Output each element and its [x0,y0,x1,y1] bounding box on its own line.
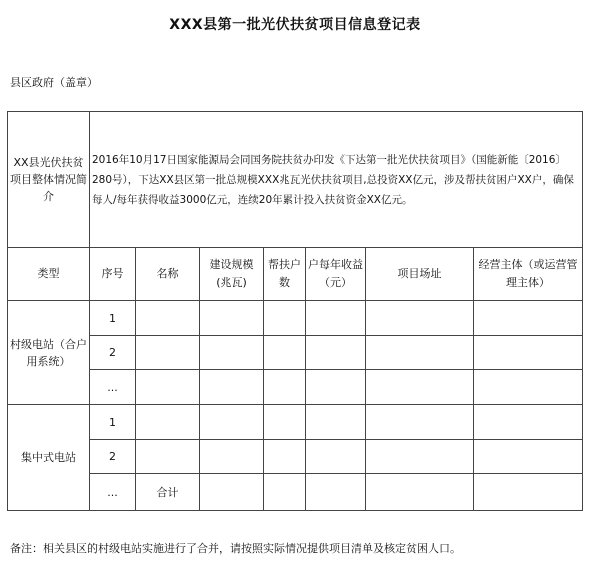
row-operator-cell [474,440,583,474]
row-operator-cell [474,301,583,336]
document-title: XXX县第一批光伏扶贫项目信息登记表 [169,17,421,33]
row-operator-cell [474,336,583,370]
group-type-centralized: 集中式电站 [8,405,90,511]
header-scale: 建设规模(兆瓦) [200,248,264,301]
row-operator-cell [474,405,583,440]
row-scale-cell [200,336,264,370]
row-seq: 1 [90,301,136,336]
row-income-cell [306,474,366,511]
table-row [8,370,583,405]
header-seq: 序号 [90,248,136,301]
row-scale-cell [200,474,264,511]
header-row [8,248,583,301]
row-name [136,370,200,405]
table-row [8,474,583,511]
row-income-cell [306,301,366,336]
row-income-cell [306,405,366,440]
row-households-cell [264,370,306,405]
header-type: 类型 [8,248,90,301]
row-seq: 2 [90,440,136,474]
row-operator-cell [474,370,583,405]
row-seq: ... [90,370,136,405]
row-name [136,336,200,370]
row-seq: ... [90,474,136,511]
row-households-cell [264,440,306,474]
row-scale-cell [200,370,264,405]
table-row [8,301,583,336]
row-scale-cell [200,301,264,336]
row-households-cell [264,405,306,440]
header-site: 项目场址 [366,248,474,301]
row-site-cell [366,370,474,405]
header-operator: 经营主体（或运营管理主体） [474,248,583,301]
row-name [136,405,200,440]
row-site-cell [366,474,474,511]
row-site-cell [366,440,474,474]
row-households-cell [264,301,306,336]
row-name [136,301,200,336]
row-name [136,440,200,474]
header-households: 帮扶户数 [264,248,306,301]
intro-row [8,112,583,248]
intro-text-cell: 2016年10月17日国家能源局会同国务院扶贫办印发《下达第一批光伏扶贫项目》（国能新能〔2016〕280号），下达XX县区第一批总规模XXX兆瓦光伏扶贫项目,总投资XX亿元，涉及帮扶贫困户XX户，确保每人/每年获得收益3000亿元，连续20年累计投入扶贫资金XX亿元。 [90,112,583,248]
row-households-cell [264,474,306,511]
row-income-cell [306,336,366,370]
total-label: 合计 [136,474,200,511]
county-government-seal-label: 县区政府（盖章） [10,76,98,89]
table-row [8,440,583,474]
row-site-cell [366,405,474,440]
row-households-cell [264,336,306,370]
table-row [8,405,583,440]
row-income-cell [306,440,366,474]
footnote: 备注：相关县区的村级电站实施进行了合并，请按照实际情况提供项目清单及核定贫困人口。 [10,542,461,555]
row-scale-cell [200,405,264,440]
row-operator-cell [474,474,583,511]
row-site-cell [366,336,474,370]
header-income: 户每年收益（元） [306,248,366,301]
row-seq: 1 [90,405,136,440]
registration-table [7,111,583,511]
row-income-cell [306,370,366,405]
row-site-cell [366,301,474,336]
intro-label-cell: XX县光伏扶贫项目整体情况简介 [8,112,90,248]
row-seq: 2 [90,336,136,370]
header-name: 名称 [136,248,200,301]
group-type-village: 村级电站（合户用系统） [8,301,90,405]
table-row [8,336,583,370]
row-scale-cell [200,440,264,474]
